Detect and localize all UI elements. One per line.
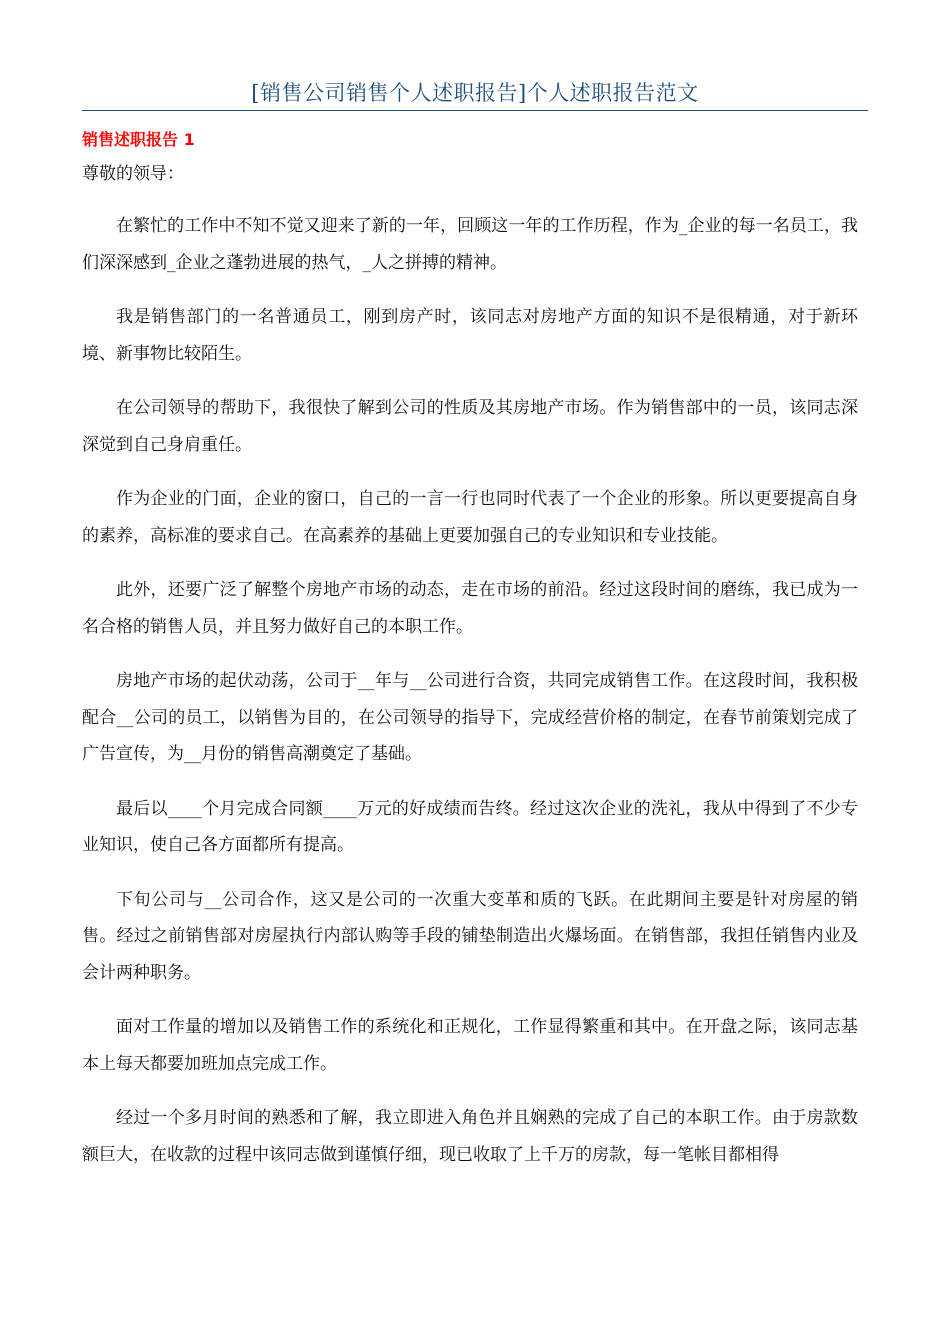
paragraph-9: 面对工作量的增加以及销售工作的系统化和正规化，工作显得繁重和其中。在开盘之际，该同志基本上每天都要加班加点完成工作。 <box>82 1017 858 1074</box>
paragraph-8: 下旬公司与__公司合作，这又是公司的一次重大变革和质的飞跃。在此期间主要是针对房屋的销售。经过之前销售部对房屋执行内部认购等手段的铺垫制造出火爆场面。在销售部，我担任销售内业及会计两种职务。 <box>82 889 858 983</box>
paragraph-1: 在繁忙的工作中不知不觉又迎来了新的一年，回顾这一年的工作历程，作为_企业的每一名员工，我们深深感到_企业之蓬勃进展的热气，_人之拼搏的精神。 <box>82 216 858 273</box>
paragraph-10: 经过一个多月时间的熟悉和了解，我立即进入角色并且娴熟的完成了自己的本职工作。由于房款数额巨大，在收款的过程中该同志做到谨慎仔细，现已收取了上千万的房款，每一笔帐目都相得 <box>82 1108 858 1165</box>
salutation: 尊敬的领导： <box>82 164 184 184</box>
section-heading: 销售述职报告 1 <box>82 130 195 149</box>
document-title: [销售公司销售个人述职报告]个人述职报告范文 <box>251 81 699 105</box>
paragraph-5: 此外，还要广泛了解整个房地产市场的动态，走在市场的前沿。经过这段时间的磨练，我已成为一名合格的销售人员，并且努力做好自己的本职工作。 <box>82 580 858 637</box>
paragraph-4: 作为企业的门面，企业的窗口，自己的一言一行也同时代表了一个企业的形象。所以更要提高自身的素养，高标准的要求自己。在高素养的基础上更要加强自己的专业知识和专业技能。 <box>82 489 858 546</box>
paragraph-7: 最后以____个月完成合同额____万元的好成绩而告终。经过这次企业的洗礼，我从中得到了不少专业知识，使自己各方面都所有提高。 <box>82 798 858 855</box>
paragraph-6: 房地产市场的起伏动荡，公司于__年与__公司进行合资，共同完成销售工作。在这段时间，我积极配合__公司的员工，以销售为目的，在公司领导的指导下，完成经营价格的制定，在春节前策划完成了广告宣传，为__月份的销售高潮奠定了基础。 <box>82 671 858 764</box>
report-body <box>82 208 858 1191</box>
paragraph-2: 我是销售部门的一名普通员工，刚到房产时，该同志对房地产方面的知识不是很精通，对于新环境、新事物比较陌生。 <box>82 307 858 364</box>
paragraph-3: 在公司领导的帮助下，我很快了解到公司的性质及其房地产市场。作为销售部中的一员，该同志深深觉到自己身肩重任。 <box>82 398 858 455</box>
document-header <box>82 78 868 111</box>
